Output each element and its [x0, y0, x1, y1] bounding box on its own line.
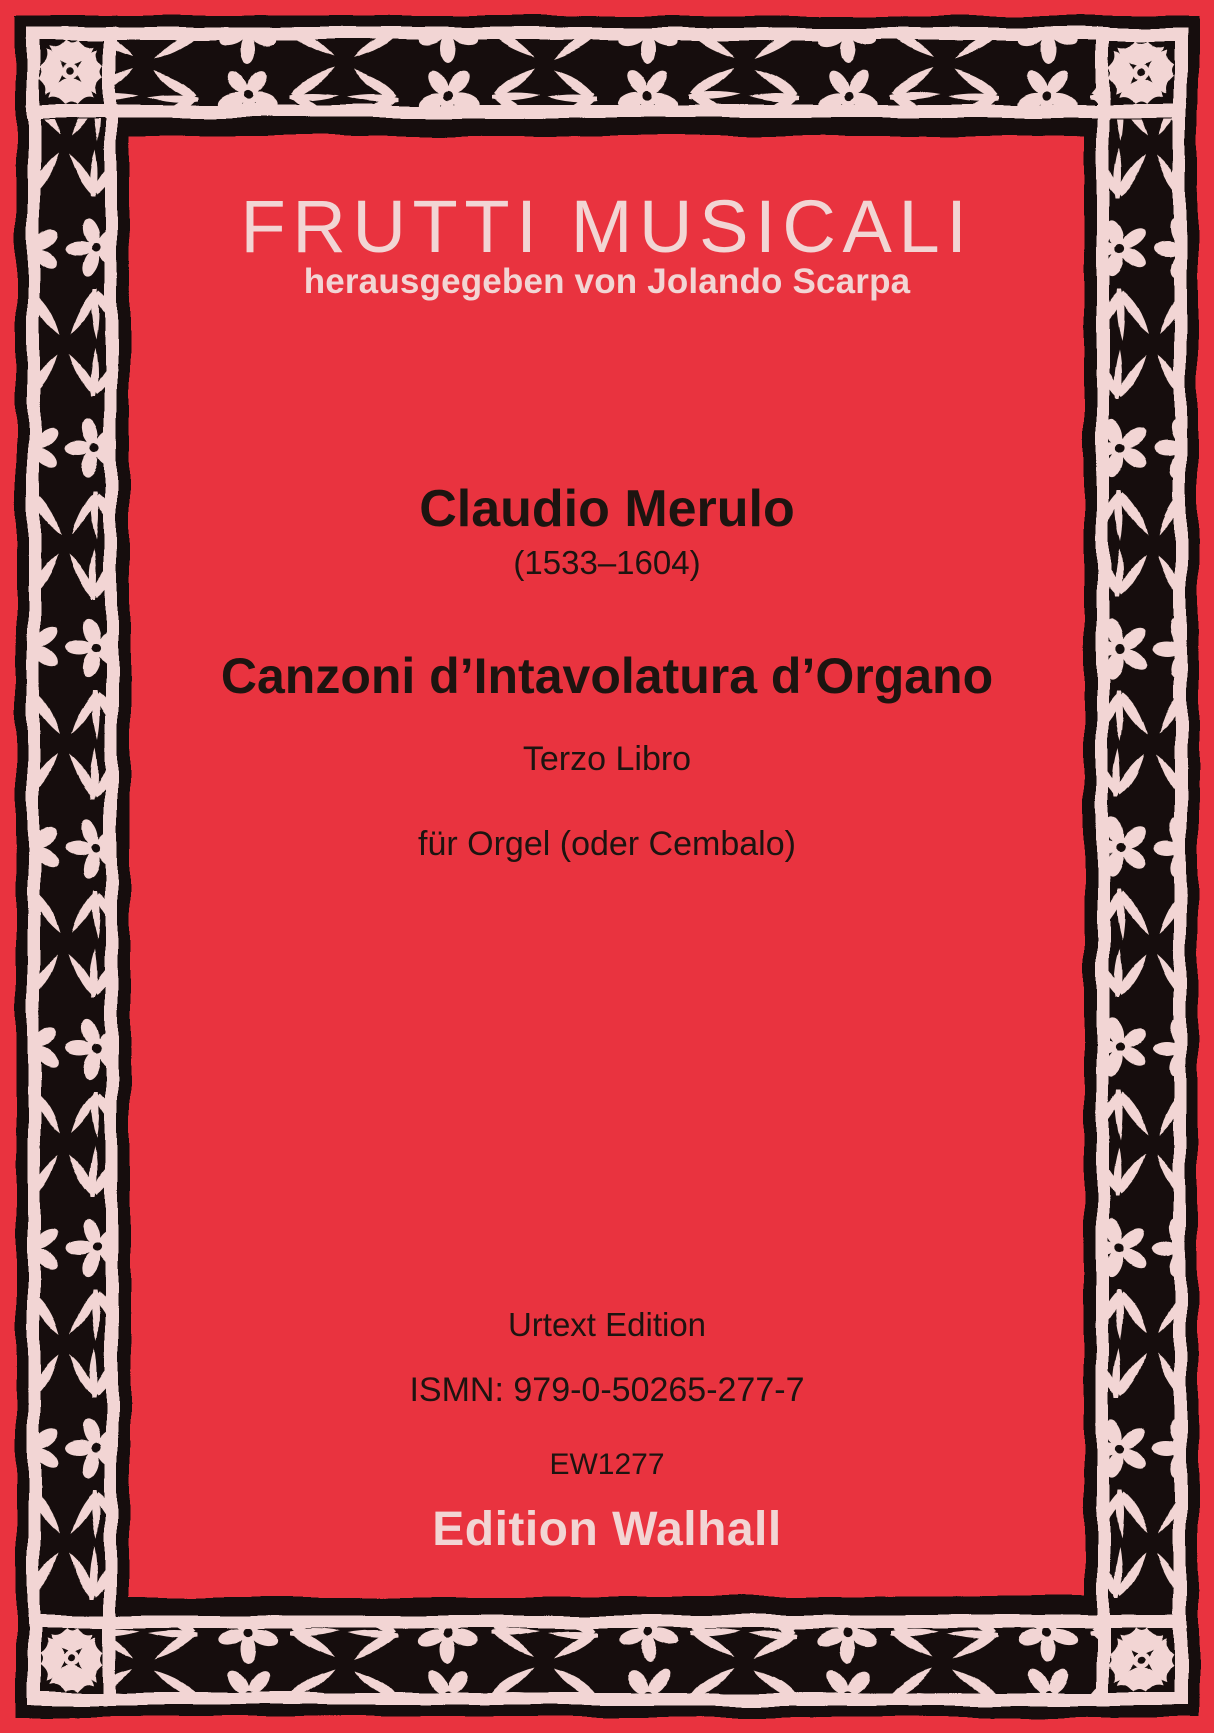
- volume-title: Terzo Libro: [522, 740, 692, 778]
- publisher-name: Edition Walhall: [432, 1503, 782, 1556]
- ismn-line: ISMN: 979-0-50265-277-7: [409, 1371, 805, 1409]
- series-title: FRUTTI MUSICALI: [240, 185, 974, 268]
- work-title: Canzoni d’Intavolatura d’Organo: [220, 648, 994, 704]
- edition-note: Urtext Edition: [507, 1306, 707, 1343]
- instrumentation-line: für Orgel (oder Cembalo): [418, 825, 796, 863]
- catalog-number: EW1277: [549, 1448, 665, 1481]
- composer-name: Claudio Merulo: [419, 480, 795, 538]
- border-strip-left: [40, 118, 105, 1615]
- cover-text: [130, 0, 1084, 1733]
- series-editor-line: herausgegeben von Jolando Scarpa: [303, 262, 911, 301]
- composer-dates: (1533–1604): [513, 544, 701, 581]
- border-strip-right: [1109, 118, 1174, 1615]
